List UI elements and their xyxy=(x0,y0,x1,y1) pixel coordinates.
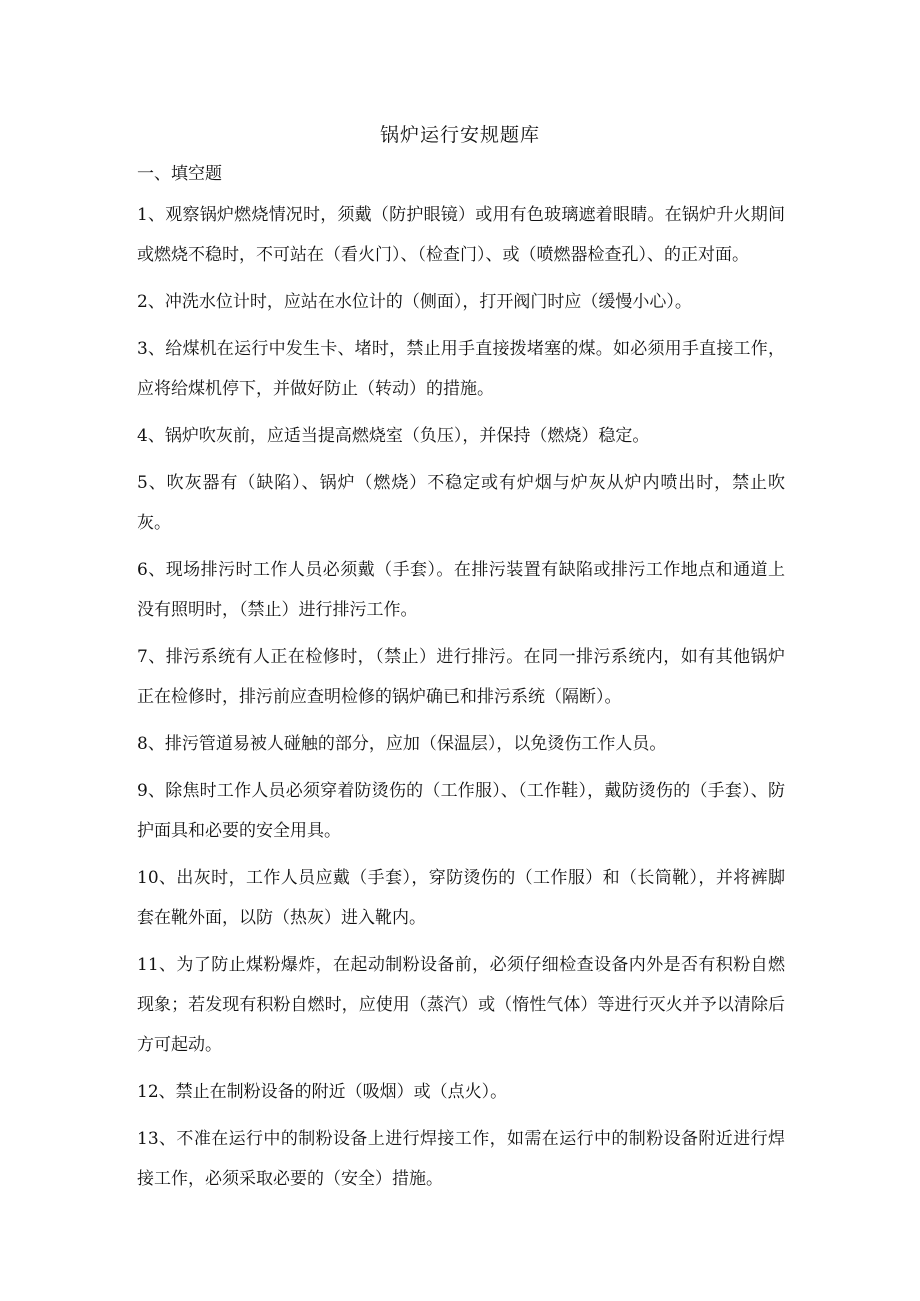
section-heading: 一、填空题 xyxy=(137,164,222,184)
question-5: 5、吹灰器有（缺陷）、锅炉（燃烧）不稳定或有炉烟与炉灰从炉内喷出时，禁止吹灰。 xyxy=(137,473,785,533)
question-4: 4、锅炉吹灰前，应适当提高燃烧室（负压），并保持（燃烧）稳定。 xyxy=(137,426,650,446)
question-8: 8、排污管道易被人碰触的部分，应加（保温层），以免烫伤工作人员。 xyxy=(137,734,667,754)
document-body xyxy=(137,160,785,1206)
question-11: 11、为了防止煤粉爆炸，在起动制粉设备前，必须仔细检查设备内外是否有积粉自燃现象；若发现有积粉自燃时，应使用（蒸汽）或（惰性气体）等进行灭火并予以清除后方可起动。 xyxy=(137,955,785,1055)
document-title: 锅炉运行安规题库 xyxy=(379,124,540,146)
question-3: 3、给煤机在运行中发生卡、堵时，禁止用手直接拨堵塞的煤。如必须用手直接工作，应将给煤机停下，并做好防止（转动）的措施。 xyxy=(137,339,785,399)
question-9: 9、除焦时工作人员必须穿着防烫伤的（工作服）、（工作鞋），戴防烫伤的（手套）、防护面具和必要的安全用具。 xyxy=(137,781,785,841)
question-7: 7、排污系统有人正在检修时，（禁止）进行排污。在同一排污系统内，如有其他锅炉正在检修时，排污前应查明检修的锅炉确已和排污系统（隔断）。 xyxy=(137,647,785,707)
question-10: 10、出灰时，工作人员应戴（手套），穿防烫伤的（工作服）和（长筒靴），并将裤脚套在靴外面，以防（热灰）进入靴内。 xyxy=(137,868,785,928)
question-12: 12、禁止在制粉设备的附近（吸烟）或（点火）。 xyxy=(137,1082,508,1102)
question-2: 2、冲洗水位计时，应站在水位计的（侧面），打开阀门时应（缓慢小心）。 xyxy=(137,292,692,312)
question-13: 13、不准在运行中的制粉设备上进行焊接工作，如需在运行中的制粉设备附近进行焊接工作，必须采取必要的（安全）措施。 xyxy=(137,1129,785,1189)
question-6: 6、现场排污时工作人员必须戴（手套）。在排污装置有缺陷或排污工作地点和通道上没有照明时，（禁止）进行排污工作。 xyxy=(137,560,785,620)
question-1: 1、观察锅炉燃烧情况时，须戴（防护眼镜）或用有色玻璃遮着眼睛。在锅炉升火期间或燃烧不稳时，不可站在（看火门）、（检查门）、或（喷燃器检查孔）、的正对面。 xyxy=(137,205,785,265)
